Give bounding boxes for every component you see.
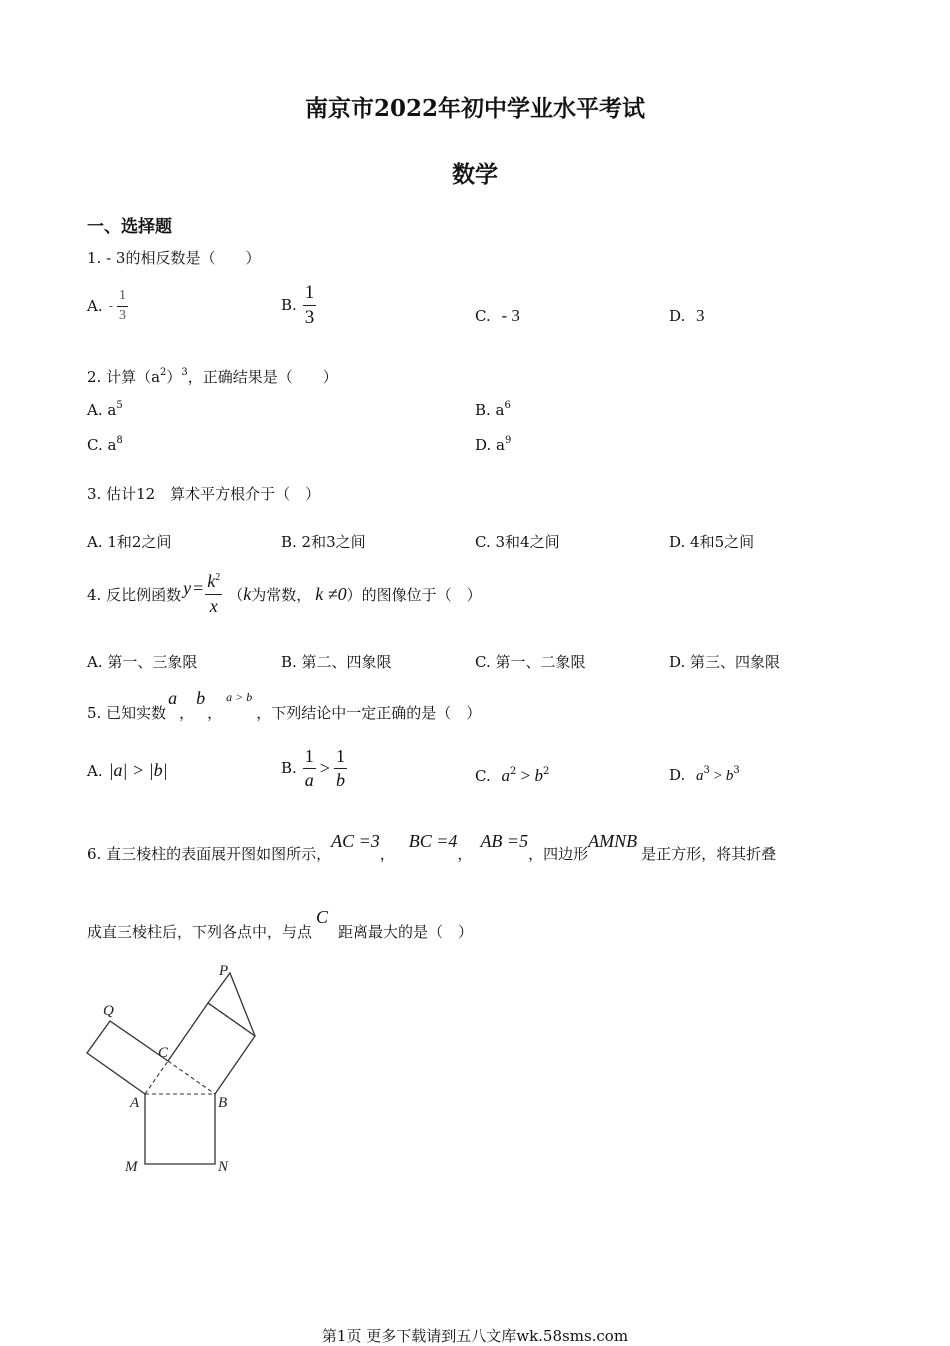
stem-text: ，正确结果是（ ） bbox=[187, 368, 338, 386]
length-ab: AB =5 bbox=[480, 831, 529, 851]
q4-option-b: B. 第二、四象限 bbox=[281, 653, 392, 671]
q3-option-d: D. 4和5之间 bbox=[669, 533, 755, 551]
subject-title: 数学 bbox=[452, 161, 498, 188]
denominator: 3 bbox=[119, 307, 127, 323]
q3-option-b: B. 2和3之间 bbox=[281, 533, 366, 551]
option-text: D. a bbox=[475, 436, 505, 454]
exponent: 2 bbox=[160, 367, 167, 378]
fraction bbox=[117, 289, 128, 323]
section-heading: 一、选择题 bbox=[87, 217, 172, 237]
exponent: 2 bbox=[215, 572, 221, 584]
edge-ac bbox=[145, 1061, 168, 1094]
q1-option-a bbox=[87, 284, 128, 328]
q3-option-c: C. 3和4之间 bbox=[475, 533, 560, 551]
stem-text: ， bbox=[179, 704, 195, 722]
stem-text: ，四边形 bbox=[528, 845, 589, 863]
q1-option-b bbox=[281, 280, 316, 330]
q6-net-figure bbox=[80, 955, 280, 1185]
left-rectangle bbox=[87, 1021, 168, 1094]
condition: k ≠0 bbox=[315, 583, 347, 604]
q2-option-b bbox=[475, 401, 511, 419]
option-value: 3 bbox=[696, 306, 705, 325]
edge-cb bbox=[168, 1061, 215, 1094]
q5-option-d bbox=[669, 766, 740, 785]
quadrilateral-name: AMNB bbox=[588, 831, 638, 851]
label-a: A bbox=[130, 1095, 140, 1111]
stem-text: 是正方形，将其折叠 bbox=[641, 845, 777, 863]
q4-option-c: C. 第一、二象限 bbox=[475, 653, 586, 671]
fraction bbox=[334, 747, 347, 790]
q2-stem bbox=[87, 366, 338, 387]
option-label: A. bbox=[87, 297, 103, 315]
q5-stem bbox=[87, 683, 481, 723]
q4-option-a: A. 第一、三象限 bbox=[87, 653, 198, 671]
option-label: D. bbox=[669, 766, 686, 784]
option-text: C. a bbox=[87, 436, 117, 454]
greater-than: > bbox=[709, 768, 726, 784]
condition: a > b bbox=[226, 690, 253, 704]
label-p: P bbox=[219, 963, 229, 979]
stem-text: ， bbox=[457, 845, 473, 863]
stem-text: 5. 已知实数 bbox=[87, 704, 167, 722]
exponent: 2 bbox=[542, 766, 550, 777]
denominator: b bbox=[335, 769, 345, 790]
label-n: N bbox=[218, 1159, 229, 1175]
point-c: C bbox=[316, 907, 329, 927]
exponent: 3 bbox=[703, 765, 710, 776]
length-bc: BC =4 bbox=[408, 831, 458, 851]
var-b: b bbox=[196, 688, 206, 708]
exponent: 5 bbox=[116, 400, 123, 411]
q2-option-c bbox=[87, 436, 123, 454]
fraction bbox=[303, 747, 316, 790]
q1-option-d bbox=[669, 306, 705, 326]
denominator: 3 bbox=[304, 306, 315, 328]
stem-text: 2. 计算（a bbox=[87, 368, 161, 386]
q3-stem: 3. 估计12 算术平方根介于（ ） bbox=[87, 485, 321, 503]
stem-text: 4. 反比例函数 bbox=[87, 585, 182, 604]
q3-option-a: A. 1和2之间 bbox=[87, 533, 172, 551]
length-ac: AC =3 bbox=[331, 831, 380, 851]
var-a: a bbox=[168, 688, 178, 708]
option-label: B. bbox=[281, 759, 297, 777]
q2-option-a bbox=[87, 401, 123, 419]
q6-stem-line2 bbox=[87, 902, 473, 942]
greater-than: > bbox=[319, 757, 330, 778]
option-label: D. bbox=[669, 307, 686, 325]
right-rectangle bbox=[168, 1003, 255, 1094]
stem-text: 成直三棱柱后，下列各点中，与点 bbox=[87, 923, 313, 941]
base: b bbox=[725, 768, 734, 784]
option-label: B. bbox=[281, 296, 297, 314]
exponent: 2 bbox=[510, 766, 517, 777]
fraction bbox=[303, 283, 317, 328]
top-triangle bbox=[208, 973, 255, 1036]
q4-stem bbox=[87, 566, 482, 622]
stem-text: ）的图像位于（ ） bbox=[346, 585, 482, 604]
stem-text: ， bbox=[207, 704, 223, 722]
option-label: C. bbox=[475, 307, 491, 325]
label-b: B bbox=[218, 1095, 228, 1111]
q5-option-c bbox=[475, 766, 549, 786]
q1-option-c bbox=[475, 306, 520, 326]
q1-stem: 1. - 3的相反数是（ ） bbox=[87, 249, 261, 267]
base: b bbox=[534, 766, 543, 785]
var-x: x bbox=[209, 596, 218, 616]
stem-text: （ bbox=[228, 585, 244, 604]
stem-text: 为常数， bbox=[251, 585, 312, 604]
greater-than: > bbox=[516, 766, 535, 785]
exponent: 6 bbox=[504, 400, 511, 411]
option-text: B. a bbox=[475, 401, 505, 419]
function-fraction bbox=[205, 572, 222, 616]
exam-title: 南京市2022年初中学业水平考试 bbox=[304, 95, 645, 122]
numerator: 1 bbox=[334, 747, 347, 769]
equals-sign: = bbox=[193, 577, 204, 598]
option-label: C. bbox=[475, 767, 491, 785]
square-sides bbox=[145, 1094, 215, 1164]
exponent: 9 bbox=[504, 435, 512, 446]
page-footer: 第1页 更多下载请到五八文库wk.58sms.com bbox=[321, 1327, 629, 1345]
option-expression: |a| > |b| bbox=[108, 760, 168, 780]
stem-text: ， bbox=[379, 845, 395, 863]
base: a bbox=[501, 766, 510, 785]
var-k: k bbox=[207, 571, 216, 592]
label-c: C bbox=[158, 1045, 169, 1061]
q6-stem-line1 bbox=[87, 820, 776, 864]
numerator: 1 bbox=[117, 289, 128, 307]
q2-option-d bbox=[475, 436, 511, 454]
stem-text: ，下列结论中一定正确的是（ ） bbox=[256, 704, 482, 722]
base: a bbox=[696, 768, 704, 784]
option-value: - 3 bbox=[501, 306, 520, 325]
var-y: y bbox=[183, 577, 192, 598]
option-label: A. bbox=[87, 761, 103, 780]
numerator: 1 bbox=[303, 747, 316, 769]
exponent: 3 bbox=[733, 765, 740, 776]
q4-option-d: D. 第三、四象限 bbox=[669, 653, 781, 671]
exponent: 3 bbox=[181, 367, 188, 378]
denominator: a bbox=[304, 769, 314, 790]
label-m: M bbox=[125, 1159, 138, 1175]
label-q: Q bbox=[103, 1003, 114, 1019]
option-text: A. a bbox=[87, 401, 117, 419]
stem-text: ） bbox=[166, 368, 182, 386]
minus-sign: - bbox=[108, 298, 114, 314]
stem-text: 6. 直三棱柱的表面展开图如图所示， bbox=[87, 845, 332, 863]
numerator: 1 bbox=[303, 283, 317, 306]
var-k: k bbox=[243, 583, 252, 604]
stem-text: 距离最大的是（ ） bbox=[338, 923, 474, 941]
q5-option-b bbox=[281, 742, 347, 794]
exponent: 8 bbox=[116, 435, 123, 446]
q5-option-a bbox=[87, 760, 168, 781]
